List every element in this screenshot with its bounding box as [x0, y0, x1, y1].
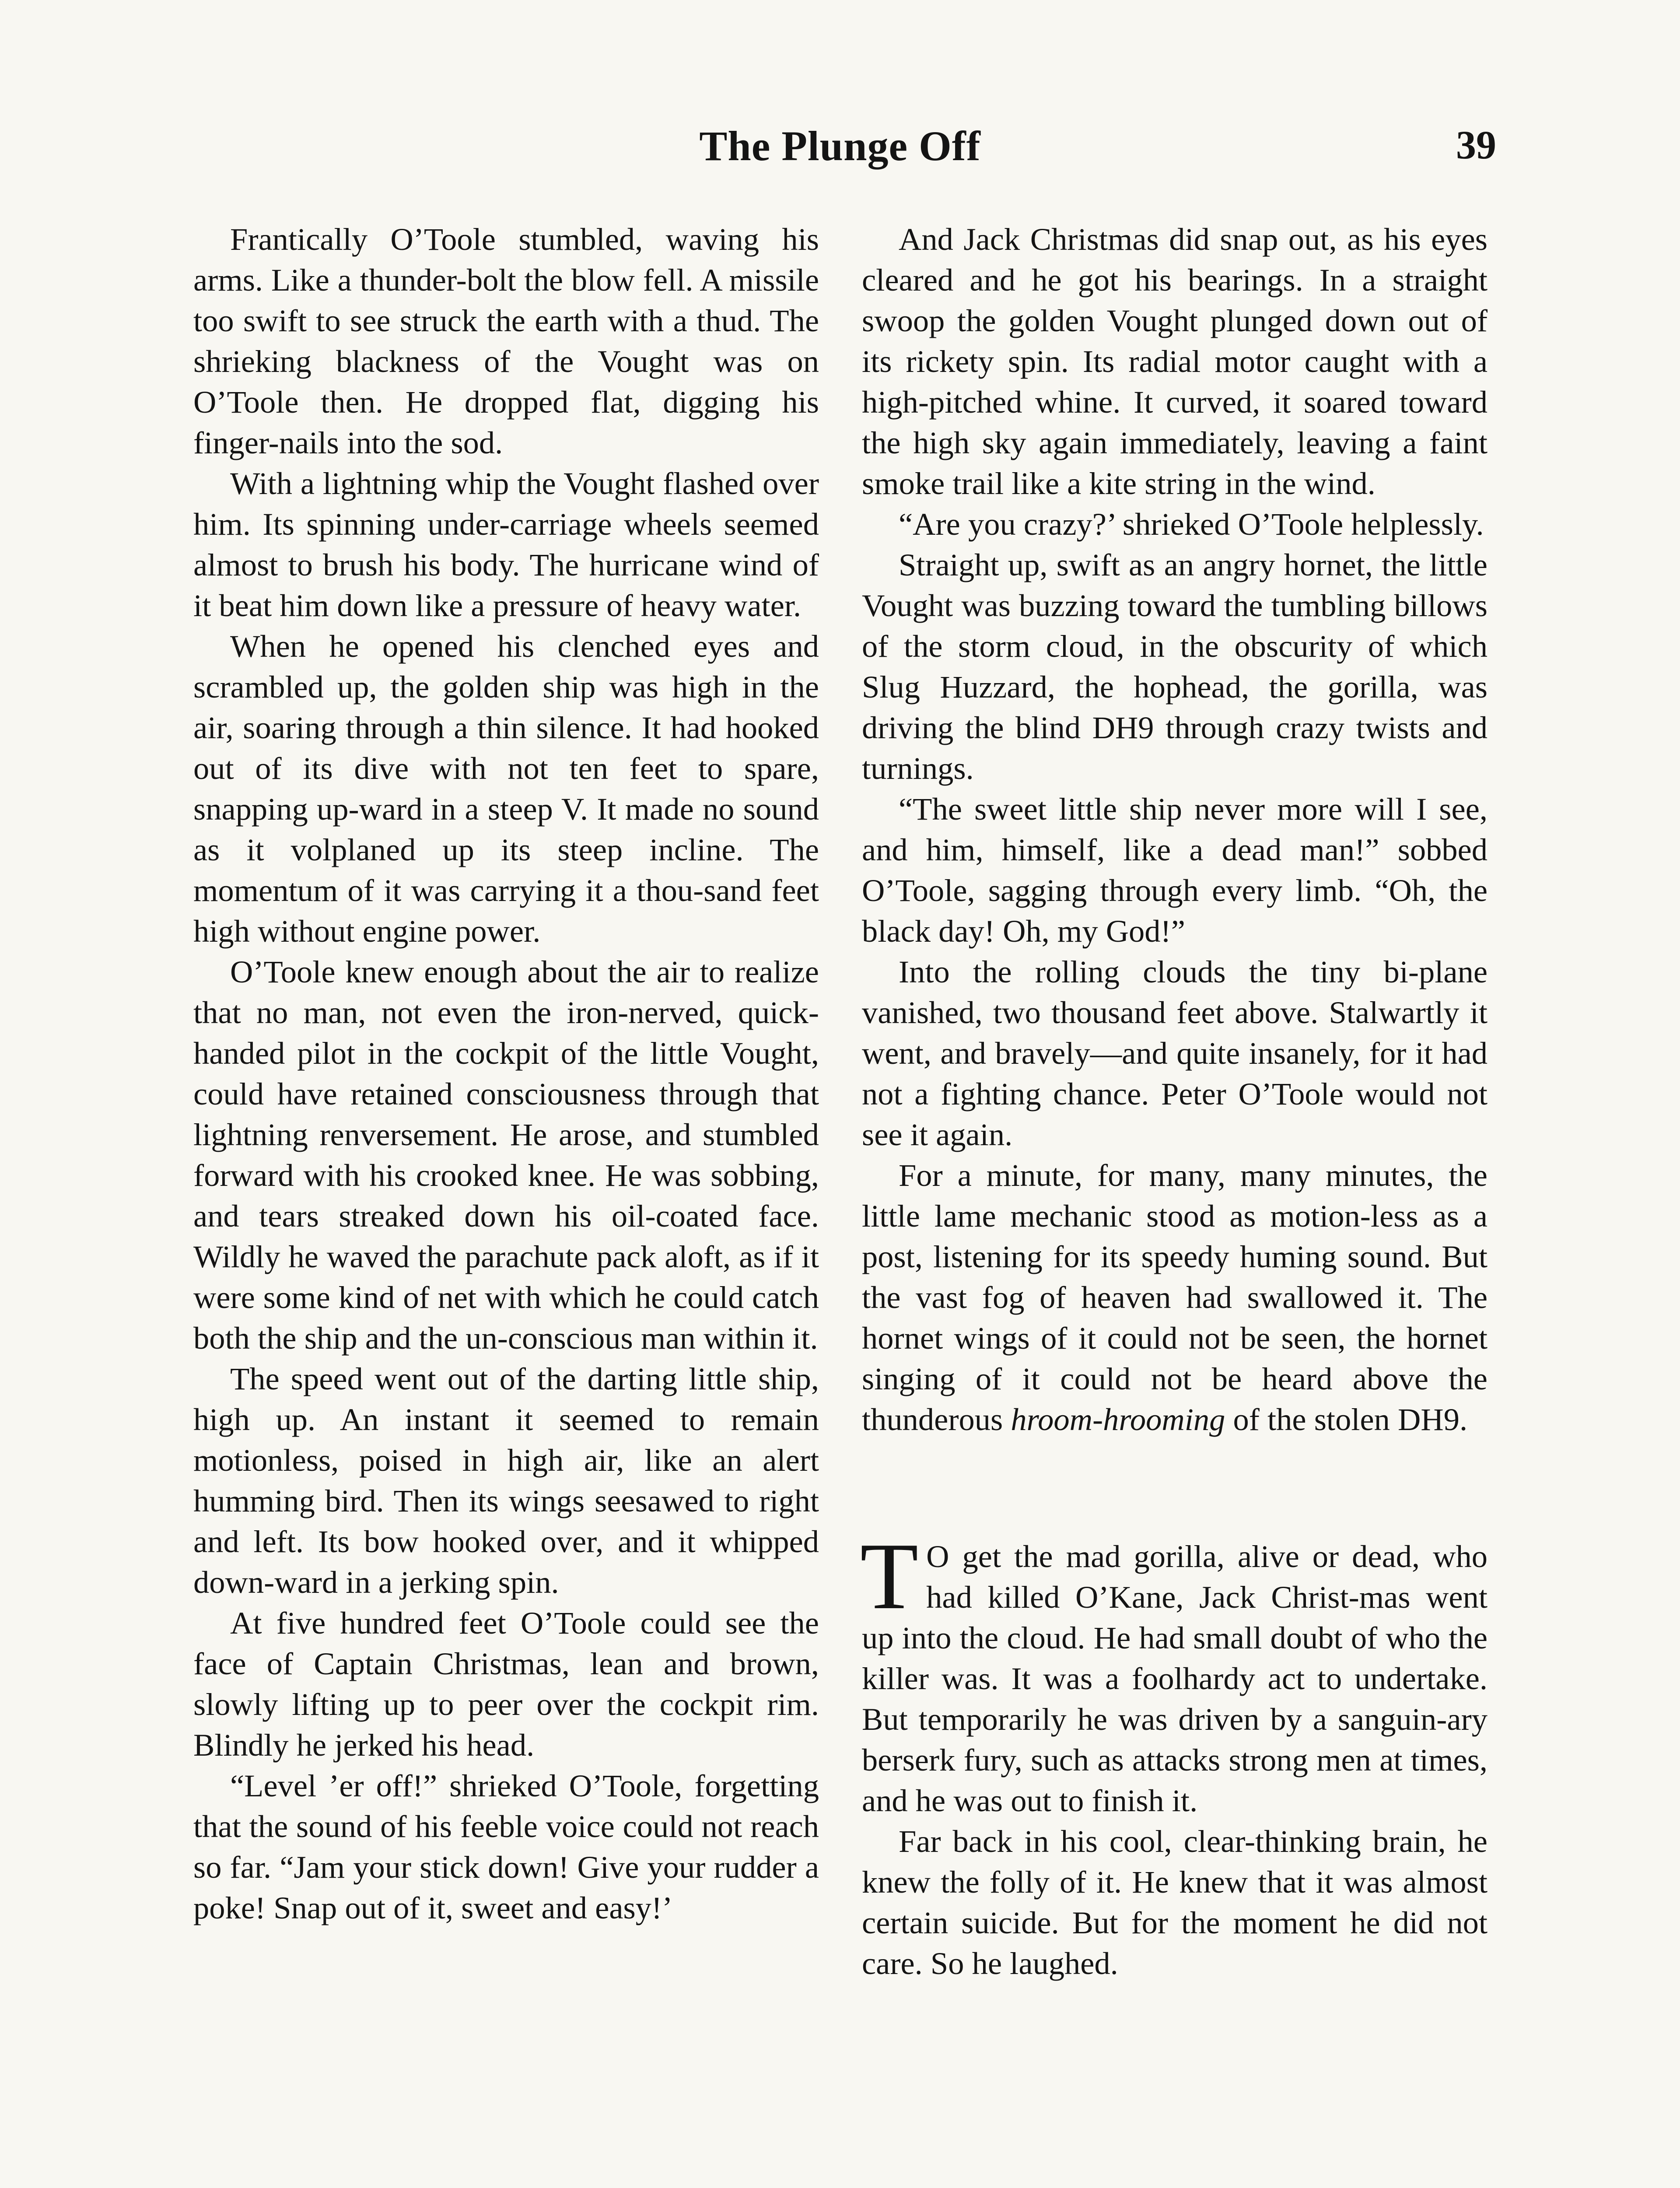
paragraph: Straight up, swift as an angry hornet, the little Vought was buzzing toward the tumbling billows of the storm cloud, in the obscurity of which Slug Huzzard, the hophead, the gorilla, was driving the blind DH9 through crazy twists and turnings.: [862, 547, 1488, 786]
paragraph: The speed went out of the darting little ship, high up. An instant it seemed to remain motionless, poised in high air, like an alert humming bird. Then its wings seesawed to right and left. Its bow hooked over, and it whipped down-ward in a jerking spin.: [193, 1361, 819, 1600]
paragraph: [862, 1155, 1488, 1440]
paragraph-text: O get the mad gorilla, alive or dead, who had killed O’Kane, Jack Christ-mas went up into the cloud. He had small doubt of who the killer was. It was a foolhardy act to undertake. But temporarily he was driven by a sanguin-ary berserk fury, such as attacks strong men at times, and he was out to finish it.: [862, 1539, 1488, 1818]
paragraph: With a lightning whip the Vought flashed over him. Its spinning under-carriage wheels seemed almost to brush his body. The hurricane wind of it beat him down like a pressure of heavy water.: [193, 466, 819, 623]
paragraph: Into the rolling clouds the tiny bi-plane vanished, two thousand feet above. Stalwartly it went, and bravely—and quite insanely, for it had not a fighting chance. Peter O’Toole would not see it again.: [862, 954, 1488, 1152]
paragraph: When he opened his clenched eyes and scrambled up, the golden ship was high in the air, soaring through a thin silence. It had hooked out of its dive with not ten feet to spare, snapping up-ward in a steep V. It made no sound as it volplaned up its steep incline. The momentum of it was carrying it a thou-sand feet high without engine power.: [193, 628, 819, 949]
drop-cap: T: [860, 1524, 919, 1629]
paragraph: O’Toole knew enough about the air to realize that no man, not even the iron-nerved, quick-handed pilot in the cockpit of the little Vought, could have retained consciousness through that lightning renversement. He arose, and stumbled forward with his crooked knee. He was sobbing, and tears streaked down his oil-coated face. Wildly he waved the parachute pack aloft, as if it were some kind of net with which he could catch both the ship and the un-conscious man within it.: [193, 954, 819, 1356]
left-column: [193, 219, 819, 1928]
section-opening-paragraph: [860, 1524, 1488, 1821]
right-column: [862, 219, 1488, 1984]
section-break: [862, 1440, 1488, 1536]
running-title: The Plunge Off: [699, 123, 981, 169]
paragraph-tail: of the stolen DH9.: [1233, 1402, 1468, 1437]
page-number: 39: [1456, 123, 1496, 167]
paragraph: “Level ’er off!” shrieked O’Toole, forgetting that the sound of his feeble voice could not reach so far. “Jam your stick down! Give your rudder a poke! Snap out of it, sweet and easy!’: [193, 1768, 819, 1925]
paragraph: “The sweet little ship never more will I see, and him, himself, like a dead man!” sobbed O’Toole, sagging through every limb. “Oh, the black day! Oh, my God!”: [862, 791, 1488, 949]
paragraph: And Jack Christmas did snap out, as his eyes cleared and he got his bearings. In a straight swoop the golden Vought plunged down out of its rickety spin. Its radial motor caught with a high-pitched whine. It curved, it soared toward the high sky again immediately, leaving a faint smoke trail like a kite string in the wind.: [862, 221, 1488, 501]
paragraph-text: For a minute, for many, many minutes, the little lame mechanic stood as motion-less as a post, listening for its speedy huming sound. But the vast fog of heaven had swallowed it. The hornet wings of it could not be seen, the hornet singing of it could not be heard above the thunderous: [862, 1157, 1488, 1437]
paragraph: Frantically O’Toole stumbled, waving his arms. Like a thunder-bolt the blow fell. A missile too swift to see struck the earth with a thud. The shrieking blackness of the Vought was on O’Toole then. He dropped flat, digging his finger-nails into the sod.: [193, 221, 819, 460]
italic-phrase: hroom-hrooming: [1011, 1402, 1225, 1437]
paragraph: Far back in his cool, clear-thinking brain, he knew the folly of it. He knew that it was almost certain suicide. But for the moment he did not care. So he laughed.: [862, 1823, 1488, 1981]
paragraph: “Are you crazy?’ shrieked O’Toole helplessly.: [899, 506, 1484, 542]
paragraph: At five hundred feet O’Toole could see the face of Captain Christmas, lean and brown, slowly lifting up to peer over the cockpit rim. Blindly he jerked his head.: [193, 1605, 819, 1763]
